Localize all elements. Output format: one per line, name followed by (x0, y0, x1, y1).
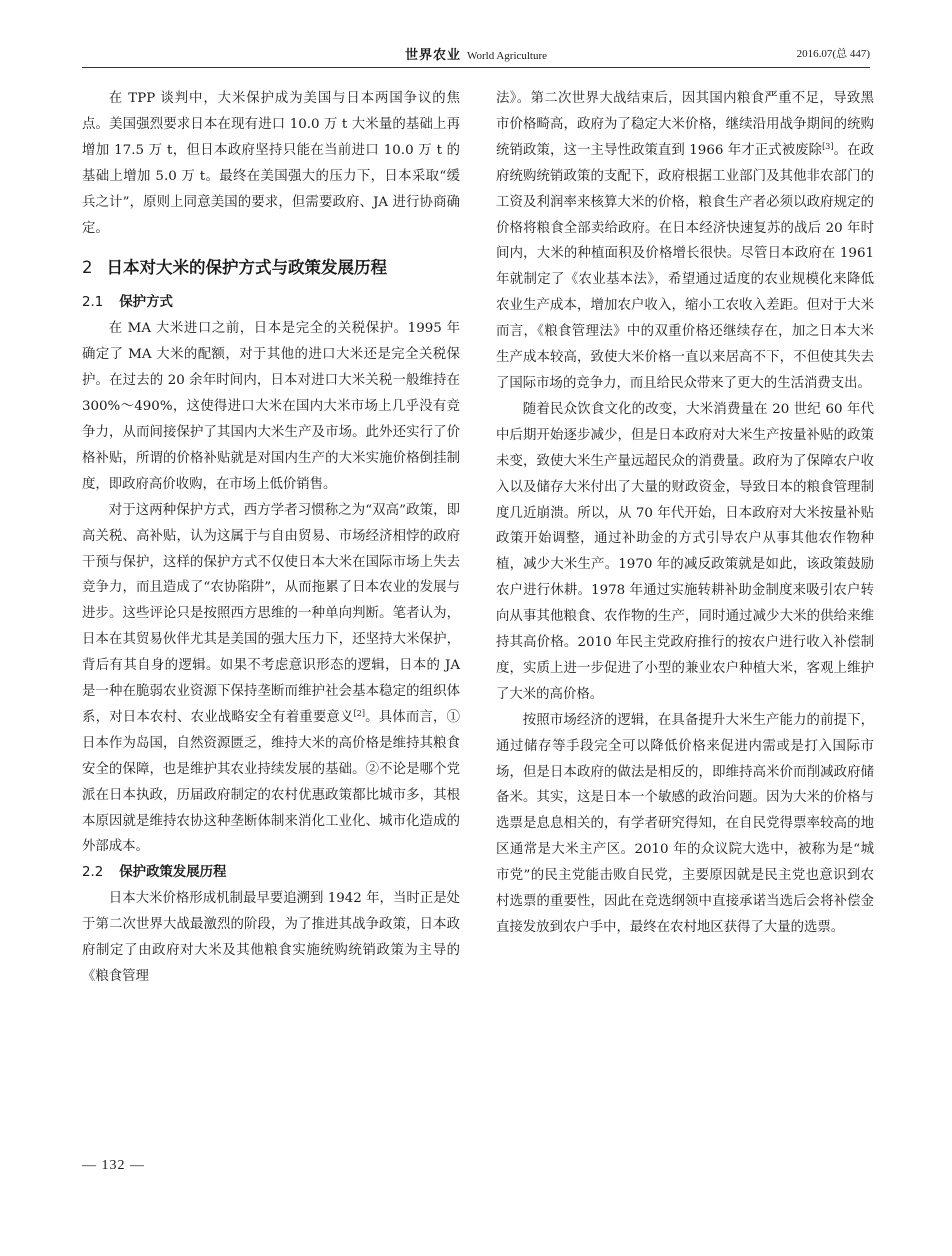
paragraph: 按照市场经济的逻辑，在具备提升大米生产能力的前提下，通过储存等手段完全可以降低价格来促进内需或是打入国际市场，但是日本政府的做法是相反的，即维持高米价而削减政府储备米。其实，这是日本一个敏感的政治问题。因为大米的价格与选票是息息相关的，有学者研究得知，在自民党得票率较高的地区通常是大米主产区。2010 年的众议院大选中，被称为是“城市党”的民主党能击败自民党，主要原因就是民主党也意识到农村选票的重要性，因此在竞选纲领中直接承诺当选后会将补偿金直接发放到农户手中，最终在农村地区获得了大量的选票。 (496, 712, 874, 935)
paragraph-text: 法》。第二次世界大战结束后，因其国内粮食严重不足，导致黑市价格畸高，政府为了稳定大米价格，继续沿用战争期间的统购统销政策，这一主导性政策直到 1966 年才正式被废除 (496, 91, 874, 158)
journal-title (82, 44, 870, 63)
citation-ref[interactable]: [2] (353, 708, 365, 718)
left-column (82, 86, 460, 990)
citation-ref[interactable]: [3] (822, 141, 834, 151)
running-header (82, 40, 870, 62)
subsection-title: 保护政策发展历程 (119, 865, 227, 881)
paragraph (82, 498, 460, 861)
journal-name-en: World Agriculture (466, 50, 548, 62)
header-rule (82, 67, 870, 68)
subsection-number: 2.1 (82, 295, 104, 311)
paragraph: 在 MA 大米进口之前，日本是完全的关税保护。1995 年确定了 MA 大米的配额，对于其他的进口大米还是完全关税保护。在过去的 20 余年时间内，日本对进口大米关税一般维持在 300%～490%，这使得进口大米在国内大米市场上几乎没有竞争力，从而间接保护了其国内大米生产及市场。此外还实行了价格补贴，所谓的价格补贴就是对国内生产的大米实施价格倒挂制度，即政府高价收购，在市场上低价销售。 (82, 321, 460, 492)
right-column (496, 86, 874, 941)
subsection-number: 2.2 (82, 865, 104, 881)
issue-number: 2016.07(总 447) (796, 48, 870, 60)
paragraph: 日本大米价格形成机制最早要追溯到 1942 年，当时正是处于第二次世界大战最激烈的阶段，为了推进其战争政策，日本政府制定了由政府对大米及其他粮食实施统购统销政策为主导的《粮食管理 (82, 891, 460, 984)
section-heading (82, 254, 460, 282)
paragraph-text: 。在政府统购统销政策的支配下，政府根据工业部门及其他非农部门的工资及利润率来核算大米的价格，粮食生产者必须以政府规定的价格将粮食全部卖给政府。在日本经济快速复苏的战后 20 年时间内，大米的种植面积及价格增长很快。尽管日本政府在 1961 年就制定了《农业基本法》，希望通过适度的农业规模化来降低农业生产成本，增加农户收入，缩小工农收入差距。但对于大米而言，《粮食管理法》中的双重价格还继续存在，加之日本大米生产成本较高，致使大米价格一直以来居高不下，不但使其失去了国际市场的竞争力，而且给民众带来了更大的生活消费支出。 (496, 142, 874, 391)
section-number: 2 (82, 258, 93, 278)
paragraph: 随着民众饮食文化的改变，大米消费量在 20 世纪 60 年代中后期开始逐步减少，但是日本政府对大米生产按量补贴的政策未变，致使大米生产量远超民众的消费量。政府为了保障农户收入以及储存大米付出了大量的财政资金，导致日本的粮食管理制度几近崩溃。所以，从 70 年代开始，日本政府对大米按量补贴政策开始调整，通过补助金的方式引导农户从事其他农作物种植，减少大米生产。1970 年的减反政策就是如此，该政策鼓励农户进行休耕。1978 年通过实施转耕补助金制度来吸引农户转向从事其他粮食、农作物的生产，同时通过减少大米的供给来维持其高价格。2010 年民主党政府推行的按农户进行收入补偿制度，实质上进一步促进了小型的兼业农户种植大米，客观上维护了大米的高价格。 (496, 401, 874, 702)
paragraph-text: 。具体而言，①日本作为岛国，自然资源匮乏，维持大米的高价格是维持其粮食安全的保障，也是维护其农业持续发展的基础。②不论是哪个党派在日本执政，历届政府制定的农村优惠政策都比城市多，其根本原因就是维持农协这种垄断体制来消化工业化、城市化造成的外部成本。 (82, 709, 461, 855)
subsection-title: 保护方式 (119, 295, 173, 311)
subsection-heading (82, 860, 460, 886)
section-title: 日本对大米的保护方式与政策发展历程 (106, 258, 387, 278)
subsection-heading (82, 290, 460, 316)
paragraph: 在 TPP 谈判中，大米保护成为美国与日本两国争议的焦点。美国强烈要求日本在现有进口 10.0 万 t 大米量的基础上再增加 17.5 万 t，但日本政府坚持只能在当前进口 10.0 万 t 的基础上增加 5.0 万 t。最终在美国强大的压力下，日本采取“缓兵之计”，原则上同意美国的要求，但需要政府、JA 进行协商确定。 (82, 91, 460, 236)
paragraph (496, 86, 874, 397)
page-number: — 132 — (82, 1158, 145, 1173)
paragraph-text: 对于这两种保护方式，西方学者习惯称之为“双高”政策，即高关税、高补贴，认为这属于与自由贸易、市场经济相悖的政府干预与保护，这样的保护方式不仅使日本大米在国际市场上失去竞争力，而且造成了“农协陷阱”，从而拖累了日本农业的发展与进步。这些评论只是按照西方思维的一种单向判断。笔者认为，日本在其贸易伙伴尤其是美国的强大压力下，还坚持大米保护，背后有其自身的逻辑。如果不考虑意识形态的逻辑，日本的 JA 是一种在脆弱农业资源下保持垄断而维护社会基本稳定的组织体系，对日本农村、农业战略安全有着重要意义 (82, 502, 460, 725)
journal-name-cn: 世界农业 (404, 48, 461, 63)
